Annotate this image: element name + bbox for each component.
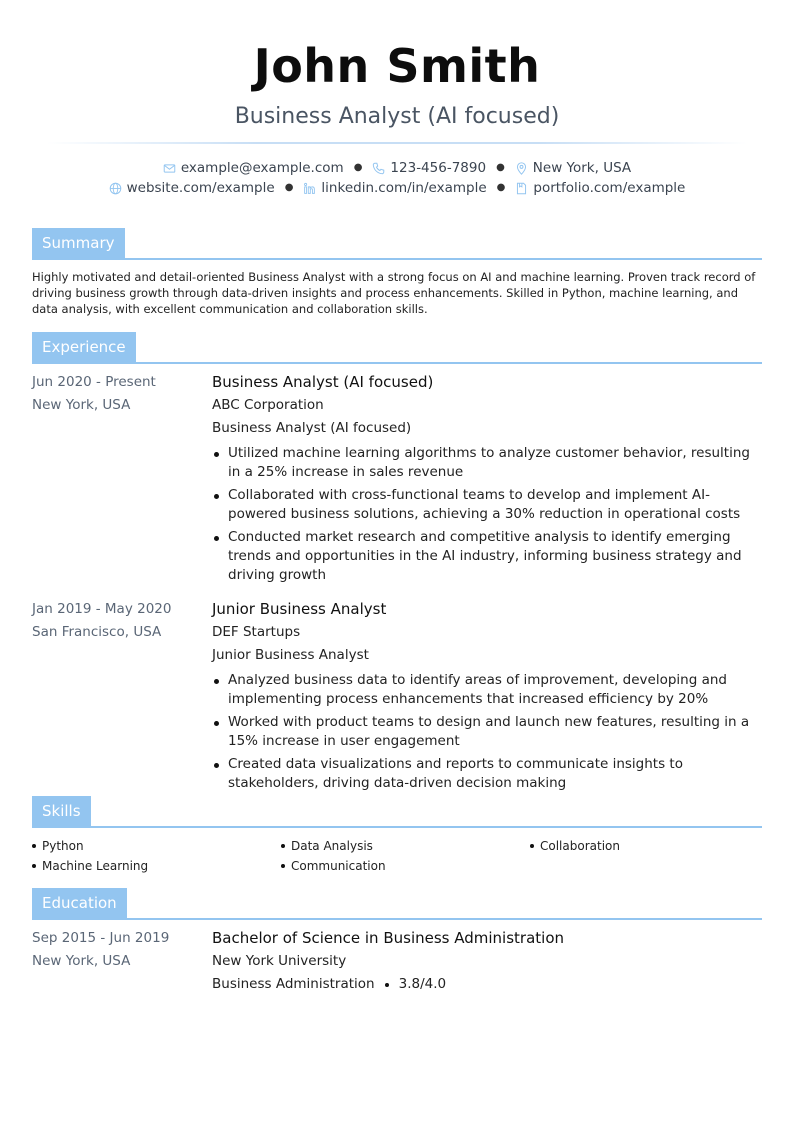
section-header — [32, 228, 762, 260]
section-title: Education — [32, 888, 127, 918]
entry-dates: Jun 2020 - Present — [32, 374, 156, 390]
entry-dates: Jan 2019 - May 2020 — [32, 601, 172, 617]
company-name: ABC Corporation — [212, 397, 324, 413]
achievement-item: Worked with product teams to design and launch new features, resulting in a 15% increase in user engagement — [212, 713, 762, 751]
phone-icon — [372, 162, 385, 175]
contact-row-2 — [0, 178, 794, 198]
linkedin-icon — [303, 182, 316, 195]
achievement-list — [212, 671, 762, 793]
skill-item: Data Analysis — [281, 836, 530, 856]
achievement-item: Collaborated with cross-functional teams to develop and implement AI-powered business solutions, achieving a 30% reduction in operational costs — [212, 486, 762, 524]
skills-section — [32, 796, 762, 876]
entry-location: New York, USA — [32, 953, 131, 969]
achievement-item: Conducted market research and competitive analysis to identify emerging trends and opportunities in the AI industry, informing business strategy and driving growth — [212, 528, 762, 585]
summary-section — [32, 228, 762, 317]
portfolio-contact[interactable] — [515, 178, 685, 198]
section-header — [32, 796, 762, 828]
section-title: Skills — [32, 796, 91, 826]
mail-icon — [163, 162, 176, 175]
location-text: New York, USA — [532, 160, 632, 176]
website-contact[interactable] — [109, 178, 275, 198]
experience-entry — [32, 371, 762, 585]
separator-dot: ● — [496, 162, 505, 173]
section-header — [32, 332, 762, 364]
email-contact[interactable] — [163, 158, 344, 178]
contact-info — [0, 158, 794, 198]
skill-item: Collaboration — [530, 836, 762, 856]
education-entry — [32, 927, 762, 996]
section-title: Experience — [32, 332, 136, 362]
entry-dates: Sep 2015 - Jun 2019 — [32, 930, 170, 946]
location-contact — [515, 158, 631, 178]
separator-dot: ● — [496, 182, 506, 193]
entry-meta — [32, 371, 212, 585]
achievement-item: Utilized machine learning algorithms to analyze customer behavior, resulting in a 25% increase in sales revenue — [212, 444, 762, 482]
globe-icon — [109, 182, 122, 195]
entry-location: New York, USA — [32, 397, 131, 413]
job-title: Business Analyst (AI focused) — [212, 373, 434, 391]
header-divider — [47, 142, 747, 144]
entry-meta — [32, 927, 212, 996]
linkedin-text: linkedin.com/in/example — [321, 180, 487, 196]
skill-item: Python — [32, 836, 281, 856]
skill-item: Machine Learning — [32, 856, 281, 876]
education-section — [32, 888, 762, 996]
separator-dot: ● — [353, 162, 363, 173]
candidate-title: Business Analyst (AI focused) — [234, 104, 560, 129]
job-role: Junior Business Analyst — [212, 647, 369, 663]
location-pin-icon — [515, 162, 528, 175]
section-header — [32, 888, 762, 920]
achievement-list — [212, 444, 762, 585]
achievement-item: Analyzed business data to identify areas of improvement, developing and implementing process enhancements that increased efficiency by 20% — [212, 671, 762, 709]
job-title: Junior Business Analyst — [212, 600, 387, 618]
portfolio-text: portfolio.com/example — [533, 180, 686, 196]
website-text: website.com/example — [126, 180, 275, 196]
summary-text: Highly motivated and detail-oriented Business Analyst with a strong focus on AI and machine learning. Proven track record of driving business growth through data-driven insights and process enhancements. Skilled in Python, machine learning, and data analysis, with excellent communication and collaboration skills. — [32, 270, 756, 316]
contact-row-1 — [0, 158, 794, 178]
degree-title: Bachelor of Science in Business Administration — [212, 929, 565, 947]
phone-contact[interactable] — [372, 158, 486, 178]
phone-text: 123-456-7890 — [390, 160, 487, 176]
entry-details — [212, 598, 762, 793]
resume-header — [0, 0, 794, 198]
skill-item: Communication — [281, 856, 530, 876]
separator-dot: ● — [284, 182, 294, 193]
entry-details — [212, 927, 762, 996]
gpa: 3.8/4.0 — [398, 976, 447, 992]
entry-details — [212, 371, 762, 585]
job-role: Business Analyst (AI focused) — [212, 420, 412, 436]
linkedin-contact[interactable] — [303, 178, 486, 198]
entry-meta — [32, 598, 212, 793]
email-text: example@example.com — [180, 160, 344, 176]
separator-dot — [385, 983, 389, 987]
school-name: New York University — [212, 953, 347, 969]
field-of-study: Business Administration — [212, 976, 375, 992]
portfolio-icon — [515, 182, 528, 195]
experience-section — [32, 332, 762, 793]
achievement-item: Created data visualizations and reports to communicate insights to stakeholders, driving data-driven decision making — [212, 755, 762, 793]
skills-grid — [32, 836, 762, 876]
section-title: Summary — [32, 228, 125, 258]
experience-entry — [32, 598, 762, 793]
entry-location: San Francisco, USA — [32, 624, 162, 640]
field-and-gpa — [212, 973, 762, 996]
candidate-name: John Smith — [253, 39, 541, 93]
company-name: DEF Startups — [212, 624, 301, 640]
